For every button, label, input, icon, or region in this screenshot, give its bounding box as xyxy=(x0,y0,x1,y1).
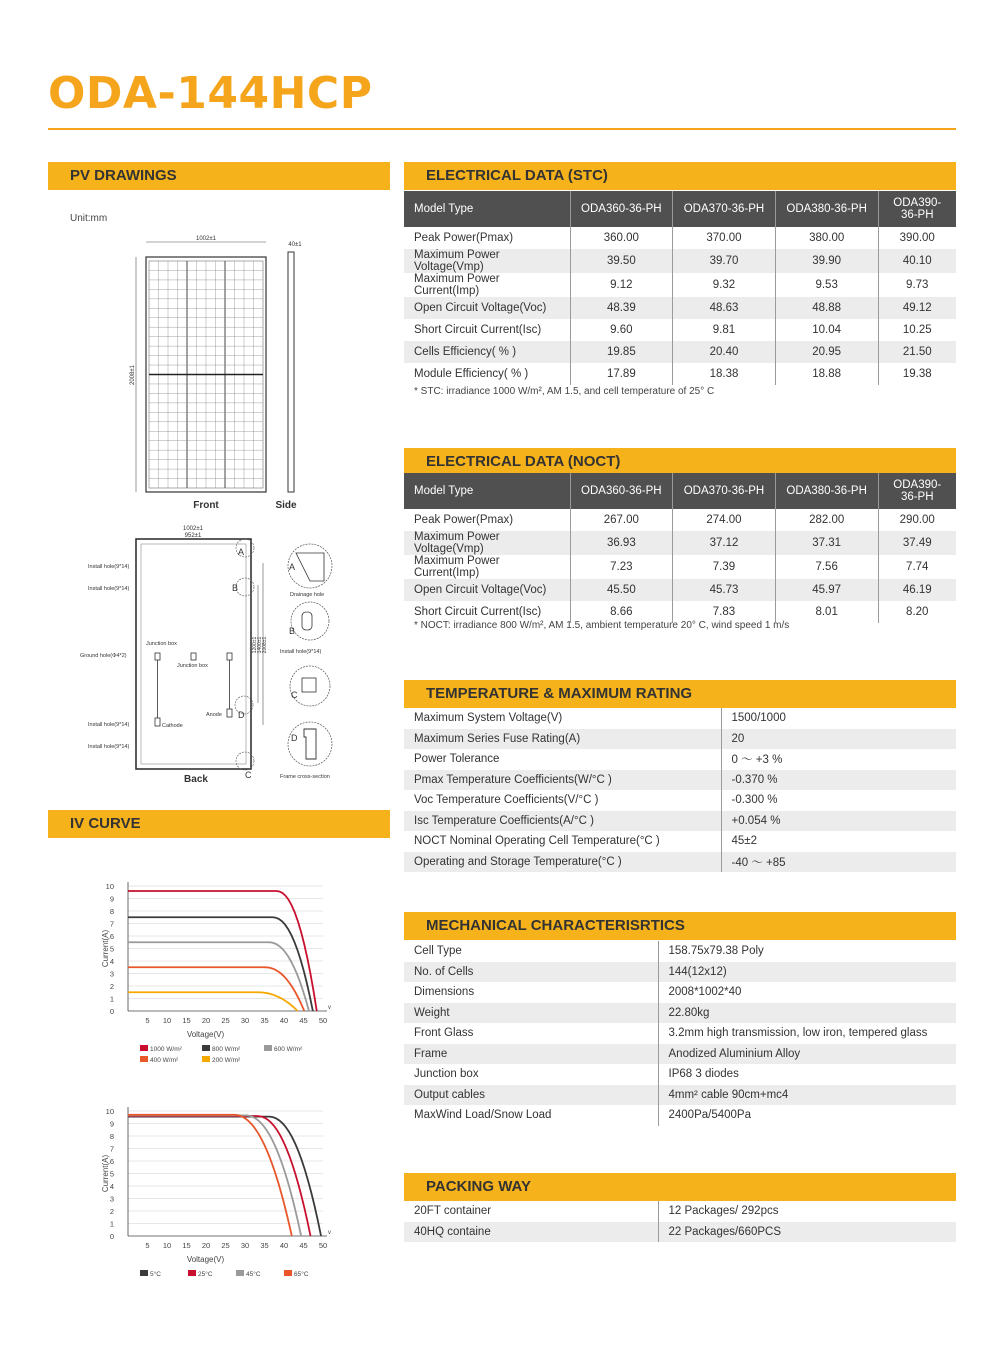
row-value: -40 ～ +85 xyxy=(721,852,956,873)
cell-value: 20.95 xyxy=(775,341,878,363)
x-axis-label: Voltage(V) xyxy=(186,1255,225,1264)
row-label: Weight xyxy=(404,1003,658,1024)
y-tick-label: 5 xyxy=(109,944,114,954)
side-label: Side xyxy=(275,500,297,511)
x-tick-label: 5 xyxy=(145,1241,150,1250)
series-line xyxy=(128,942,309,1011)
row-value: -0.300 % xyxy=(721,790,956,811)
row-value: 1500/1000 xyxy=(721,708,956,729)
x-axis-arrow: v xyxy=(328,1230,331,1236)
row-label: No. of Cells xyxy=(404,962,658,983)
cell-value: 48.63 xyxy=(673,297,776,319)
y-tick-label: 6 xyxy=(109,1157,114,1166)
table-row xyxy=(404,811,956,832)
x-tick-label: 5 xyxy=(145,1016,150,1025)
x-tick-label: 45 xyxy=(299,1016,308,1025)
row-value: 2008*1002*40 xyxy=(658,982,956,1003)
x-tick-label: 35 xyxy=(260,1016,269,1025)
y-tick-label: 7 xyxy=(109,1144,114,1154)
svg-text:Install hole(9*14): Install hole(9*14) xyxy=(88,564,130,570)
cell-value: 48.88 xyxy=(775,297,878,319)
cell-value: 7.23 xyxy=(570,555,673,579)
svg-text:2008±1: 2008±1 xyxy=(262,636,268,654)
row-label: Maximum Power Voltage(Vmp) xyxy=(404,531,570,555)
svg-text:Install hole(9*14): Install hole(9*14) xyxy=(88,722,130,728)
row-label: Isc Temperature Coefficients(A/°C ) xyxy=(404,811,721,832)
cell-value: 46.19 xyxy=(878,579,956,601)
section-header-iv-curve: IV CURVE xyxy=(48,810,390,838)
y-tick-label: 8 xyxy=(109,1132,114,1141)
junction-box-label-2: Junction box xyxy=(177,663,208,669)
row-label: Short Circuit Current(Isc) xyxy=(414,324,542,336)
row-value: 20 xyxy=(721,729,956,750)
cell-value: 18.88 xyxy=(775,363,878,385)
row-label: Operating and Storage Temperature(°C ) xyxy=(404,852,721,873)
table-row xyxy=(404,227,956,249)
svg-text:Cathode: Cathode xyxy=(162,723,183,729)
x-tick-label: 10 xyxy=(162,1241,172,1250)
x-tick-label: 50 xyxy=(318,1241,328,1250)
y-tick-label: 4 xyxy=(109,957,114,966)
x-axis-label: Voltage(V) xyxy=(186,1030,225,1039)
row-label: Cell Type xyxy=(414,945,462,958)
legend-swatch xyxy=(140,1056,148,1062)
stc-table xyxy=(404,191,956,385)
page-title: ODA-144HCP xyxy=(48,68,373,119)
row-label: Peak Power(Pmax) xyxy=(414,232,514,244)
row-label: Pmax Temperature Coefficients(W/°C ) xyxy=(404,770,721,791)
dim-height-label: 2008±1 xyxy=(130,365,136,385)
x-tick-label: 40 xyxy=(279,1241,289,1250)
legend-swatch xyxy=(264,1045,272,1051)
cell-value: 7.39 xyxy=(673,555,776,579)
row-label: Maximum Series Fuse Rating(A) xyxy=(404,729,721,750)
iv-curve-irradiance-chart xyxy=(90,878,350,1083)
series-line xyxy=(128,1116,311,1236)
svg-text:Frame cross-section: Frame cross-section xyxy=(280,774,330,780)
row-label: MaxWind Load/Snow Load xyxy=(414,1109,552,1122)
row-label: Output cables xyxy=(404,1085,658,1106)
cell-value: 39.50 xyxy=(570,249,673,273)
svg-text:1200±1: 1200±1 xyxy=(252,636,258,654)
series-line xyxy=(128,1117,321,1236)
row-label: Power Tolerance xyxy=(414,753,500,766)
iv-curve-temperature-chart xyxy=(90,1103,350,1293)
table-row xyxy=(404,1201,956,1222)
table-row xyxy=(404,831,956,852)
stc-header-col: ODA390-36-PH xyxy=(878,191,956,227)
cell-value: 360.00 xyxy=(570,227,673,249)
cell-value: 9.73 xyxy=(878,273,956,297)
legend-label: 45°C xyxy=(246,1271,261,1278)
table-row xyxy=(404,1064,956,1085)
cell-value: 49.12 xyxy=(878,297,956,319)
back-label: Back xyxy=(184,774,208,785)
cell-value: 267.00 xyxy=(570,509,673,531)
table-row xyxy=(404,749,956,770)
row-value: -0.370 % xyxy=(721,770,956,791)
cell-value: 8.20 xyxy=(878,601,956,623)
row-value: Anodized Aluminium Alloy xyxy=(658,1044,956,1065)
series-line xyxy=(128,992,298,1011)
cell-value: 290.00 xyxy=(878,509,956,531)
table-row xyxy=(404,363,956,385)
y-tick-label: 4 xyxy=(109,1182,114,1191)
cell-value: 9.32 xyxy=(673,273,776,297)
row-label: Frame xyxy=(404,1044,658,1065)
svg-text:B: B xyxy=(289,626,296,636)
cell-value: 9.53 xyxy=(775,273,878,297)
noct-footnote: * NOCT: irradiance 800 W/m², AM 1.5, ambient temperature 20° C, wind speed 1 m/s xyxy=(414,620,790,631)
row-label: Dimensions xyxy=(414,986,475,999)
temperature-table xyxy=(404,708,956,872)
legend-swatch xyxy=(202,1045,210,1051)
table-row xyxy=(404,1105,956,1126)
x-tick-label: 20 xyxy=(201,1241,211,1250)
cell-value: 9.60 xyxy=(570,319,673,341)
row-label: Open Circuit Voltage(Voc) xyxy=(404,579,570,601)
cell-value: 19.85 xyxy=(570,341,673,363)
x-tick-label: 30 xyxy=(240,1241,250,1250)
noct-header-model: Model Type xyxy=(404,473,570,509)
svg-text:D: D xyxy=(238,710,245,720)
y-tick-label: 0 xyxy=(109,1007,114,1016)
legend-label: 25°C xyxy=(198,1271,213,1278)
table-row xyxy=(404,1003,956,1024)
noct-header-col: ODA360-36-PH xyxy=(570,473,673,509)
legend-label: 200 W/m² xyxy=(212,1057,241,1064)
detail-views xyxy=(280,544,332,780)
legend-label: 5°C xyxy=(150,1271,161,1278)
y-tick-label: 8 xyxy=(109,907,114,916)
table-row xyxy=(404,579,956,601)
row-label: 40HQ containe xyxy=(404,1222,658,1243)
row-value: 144(12x12) xyxy=(658,962,956,983)
section-header-mechanical: MECHANICAL CHARACTERISRTICS xyxy=(404,912,956,940)
svg-text:Install hole(9*14): Install hole(9*14) xyxy=(88,744,130,750)
cell-value: 9.81 xyxy=(673,319,776,341)
x-tick-label: 15 xyxy=(182,1016,191,1025)
row-value: IP68 3 diodes xyxy=(658,1064,956,1085)
table-row xyxy=(404,319,956,341)
section-header-stc: ELECTRICAL DATA (STC) xyxy=(404,162,956,190)
x-tick-label: 20 xyxy=(201,1016,211,1025)
y-tick-label: 10 xyxy=(105,882,114,891)
row-label: 20FT container xyxy=(414,1205,492,1218)
cell-value: 45.73 xyxy=(673,579,776,601)
row-label: Maximum Power Current(Imp) xyxy=(414,273,500,297)
row-value: 22 Packages/660PCS xyxy=(658,1222,956,1243)
legend-label: 400 W/m² xyxy=(150,1057,179,1064)
side-panel-drawing xyxy=(275,242,302,511)
table-row xyxy=(404,249,956,273)
x-axis-arrow: v xyxy=(328,1005,331,1011)
svg-text:Install hole(9*14): Install hole(9*14) xyxy=(88,586,130,592)
legend-label: 600 W/m² xyxy=(274,1046,303,1053)
y-axis-label: Current(A) xyxy=(101,1154,110,1193)
svg-text:1400±1: 1400±1 xyxy=(257,636,263,654)
cell-value: 8.01 xyxy=(775,601,878,623)
svg-text:A: A xyxy=(289,562,296,572)
cell-value: 37.31 xyxy=(775,531,878,555)
cell-value: 10.04 xyxy=(775,319,878,341)
row-value: +0.054 % xyxy=(721,811,956,832)
cell-value: 7.56 xyxy=(775,555,878,579)
y-tick-label: 9 xyxy=(109,894,114,904)
row-label: Voc Temperature Coefficients(V/°C ) xyxy=(414,794,599,807)
table-row xyxy=(404,852,956,873)
table-row xyxy=(404,297,956,319)
noct-header-col: ODA390-36-PH xyxy=(878,473,956,509)
packing-table xyxy=(404,1201,956,1242)
table-row xyxy=(404,1222,956,1243)
noct-header-col: ODA370-36-PH xyxy=(673,473,776,509)
y-tick-label: 0 xyxy=(109,1232,114,1241)
title-divider xyxy=(48,128,956,130)
row-label: Junction box xyxy=(414,1068,479,1081)
cell-value: 20.40 xyxy=(673,341,776,363)
cell-value: 10.25 xyxy=(878,319,956,341)
legend-swatch xyxy=(236,1270,244,1276)
series-line xyxy=(128,1115,292,1236)
y-tick-label: 6 xyxy=(109,932,114,941)
junction-box-label-1: Junction box xyxy=(146,641,177,647)
legend-swatch xyxy=(140,1045,148,1051)
row-value: 0 ～ +3 % xyxy=(721,749,956,770)
row-label: Maximum System Voltage(V) xyxy=(414,712,563,725)
table-row xyxy=(404,729,956,750)
table-row xyxy=(404,962,956,983)
cell-value: 18.38 xyxy=(673,363,776,385)
y-tick-label: 1 xyxy=(109,1219,114,1229)
svg-text:A: A xyxy=(238,547,245,557)
table-row xyxy=(404,1023,956,1044)
table-row xyxy=(404,790,956,811)
svg-text:952±1: 952±1 xyxy=(184,533,202,539)
cell-value: 274.00 xyxy=(673,509,776,531)
row-value: 12 Packages/ 292pcs xyxy=(658,1201,956,1222)
y-tick-label: 3 xyxy=(109,1194,114,1204)
row-label: Front Glass xyxy=(414,1027,474,1040)
x-tick-label: 50 xyxy=(318,1016,328,1025)
row-label: Maximum Power Voltage(Vmp) xyxy=(404,249,570,273)
svg-text:40±1: 40±1 xyxy=(288,242,302,248)
series-line xyxy=(128,967,304,1011)
unit-label: Unit:mm xyxy=(70,213,108,224)
table-row xyxy=(404,982,956,1003)
section-header-temperature: TEMPERATURE & MAXIMUM RATING xyxy=(404,680,956,708)
row-value: 4mm² cable 90cm+mc4 xyxy=(658,1085,956,1106)
cell-value: 380.00 xyxy=(775,227,878,249)
svg-text:C: C xyxy=(245,770,252,780)
back-panel-drawing xyxy=(80,526,268,785)
cell-value: 37.12 xyxy=(673,531,776,555)
mechanical-table xyxy=(404,941,956,1126)
x-tick-label: 35 xyxy=(260,1241,269,1250)
legend-swatch xyxy=(140,1270,148,1276)
cell-value: 8.66 xyxy=(570,601,673,623)
cell-value: 45.97 xyxy=(775,579,878,601)
cell-value: 370.00 xyxy=(673,227,776,249)
cell-value: 19.38 xyxy=(878,363,956,385)
x-tick-label: 45 xyxy=(299,1241,308,1250)
y-tick-label: 3 xyxy=(109,969,114,979)
y-tick-label: 10 xyxy=(105,1107,114,1116)
front-label: Front xyxy=(193,500,219,511)
cell-value: 48.39 xyxy=(570,297,673,319)
legend-swatch xyxy=(202,1056,210,1062)
table-row xyxy=(404,1085,956,1106)
noct-table xyxy=(404,473,956,623)
cell-value: 282.00 xyxy=(775,509,878,531)
svg-text:1002±1: 1002±1 xyxy=(183,526,203,532)
cell-value: 37.49 xyxy=(878,531,956,555)
row-label: Maximum Power Current(Imp) xyxy=(414,555,500,579)
legend-label: 1000 W/m² xyxy=(150,1046,182,1053)
cell-value: 21.50 xyxy=(878,341,956,363)
x-tick-label: 40 xyxy=(279,1016,289,1025)
table-row xyxy=(404,341,956,363)
x-tick-label: 30 xyxy=(240,1016,250,1025)
table-row xyxy=(404,1044,956,1065)
y-tick-label: 7 xyxy=(109,919,114,929)
y-tick-label: 2 xyxy=(109,1207,114,1216)
cell-value: 45.50 xyxy=(570,579,673,601)
cell-value: 390.00 xyxy=(878,227,956,249)
table-row xyxy=(404,555,956,579)
table-row xyxy=(404,531,956,555)
svg-text:D: D xyxy=(291,733,298,743)
table-row xyxy=(404,708,956,729)
cell-value: 9.12 xyxy=(570,273,673,297)
stc-footnote: * STC: irradiance 1000 W/m², AM 1.5, and cell temperature of 25° C xyxy=(414,386,715,397)
cell-value: 40.10 xyxy=(878,249,956,273)
pv-drawing xyxy=(48,225,390,785)
row-label: Peak Power(Pmax) xyxy=(414,514,514,526)
row-label: Short Circuit Current(Isc) xyxy=(414,606,542,618)
section-header-noct: ELECTRICAL DATA (NOCT) xyxy=(404,448,956,476)
svg-text:Drainage hole: Drainage hole xyxy=(290,592,325,598)
stc-header-col: ODA370-36-PH xyxy=(673,191,776,227)
row-label: Cells Efficiency( % ) xyxy=(404,341,570,363)
front-panel-drawing xyxy=(130,236,266,511)
cell-value: 36.93 xyxy=(570,531,673,555)
svg-text:Ground hole(Φ4*2): Ground hole(Φ4*2) xyxy=(80,653,127,659)
series-line xyxy=(128,917,313,1011)
svg-text:Anode: Anode xyxy=(206,712,222,718)
stc-header-model: Model Type xyxy=(404,191,570,227)
cell-value: 7.74 xyxy=(878,555,956,579)
table-row xyxy=(404,273,956,297)
cell-value: 17.89 xyxy=(570,363,673,385)
section-header-packing: PACKING WAY xyxy=(404,1173,956,1201)
y-tick-label: 5 xyxy=(109,1169,114,1179)
svg-text:Install hole(9*14): Install hole(9*14) xyxy=(280,649,322,655)
stc-header-col: ODA360-36-PH xyxy=(570,191,673,227)
legend-label: 800 W/m² xyxy=(212,1046,241,1053)
table-row xyxy=(404,941,956,962)
x-tick-label: 25 xyxy=(221,1016,230,1025)
legend-label: 65°C xyxy=(294,1271,309,1278)
row-value: 2400Pa/5400Pa xyxy=(658,1105,956,1126)
dim-width-label: 1002±1 xyxy=(196,236,216,242)
table-row xyxy=(404,509,956,531)
y-tick-label: 2 xyxy=(109,982,114,991)
legend-swatch xyxy=(188,1270,196,1276)
row-value: 3.2mm high transmission, low iron, tempered glass xyxy=(658,1023,956,1044)
table-row xyxy=(404,770,956,791)
noct-header-col: ODA380-36-PH xyxy=(775,473,878,509)
row-value: 45±2 xyxy=(721,831,956,852)
cell-value: 39.90 xyxy=(775,249,878,273)
y-tick-label: 9 xyxy=(109,1119,114,1129)
x-tick-label: 10 xyxy=(162,1016,172,1025)
svg-text:C: C xyxy=(291,690,298,700)
stc-header-col: ODA380-36-PH xyxy=(775,191,878,227)
cell-value: 39.70 xyxy=(673,249,776,273)
row-label: NOCT Nominal Operating Cell Temperature(°C ) xyxy=(414,835,660,848)
section-header-pv-drawings: PV DRAWINGS xyxy=(48,162,390,190)
row-label: Module Efficiency( % ) xyxy=(414,368,529,380)
legend-swatch xyxy=(284,1270,292,1276)
cell-value: 7.83 xyxy=(673,601,776,623)
x-tick-label: 25 xyxy=(221,1241,230,1250)
y-axis-label: Current(A) xyxy=(101,929,110,968)
svg-text:B: B xyxy=(232,583,239,593)
row-label: Open Circuit Voltage(Voc) xyxy=(404,297,570,319)
y-tick-label: 1 xyxy=(109,994,114,1004)
row-value: 158.75x79.38 Poly xyxy=(658,941,956,962)
x-tick-label: 15 xyxy=(182,1241,191,1250)
row-value: 22.80kg xyxy=(658,1003,956,1024)
